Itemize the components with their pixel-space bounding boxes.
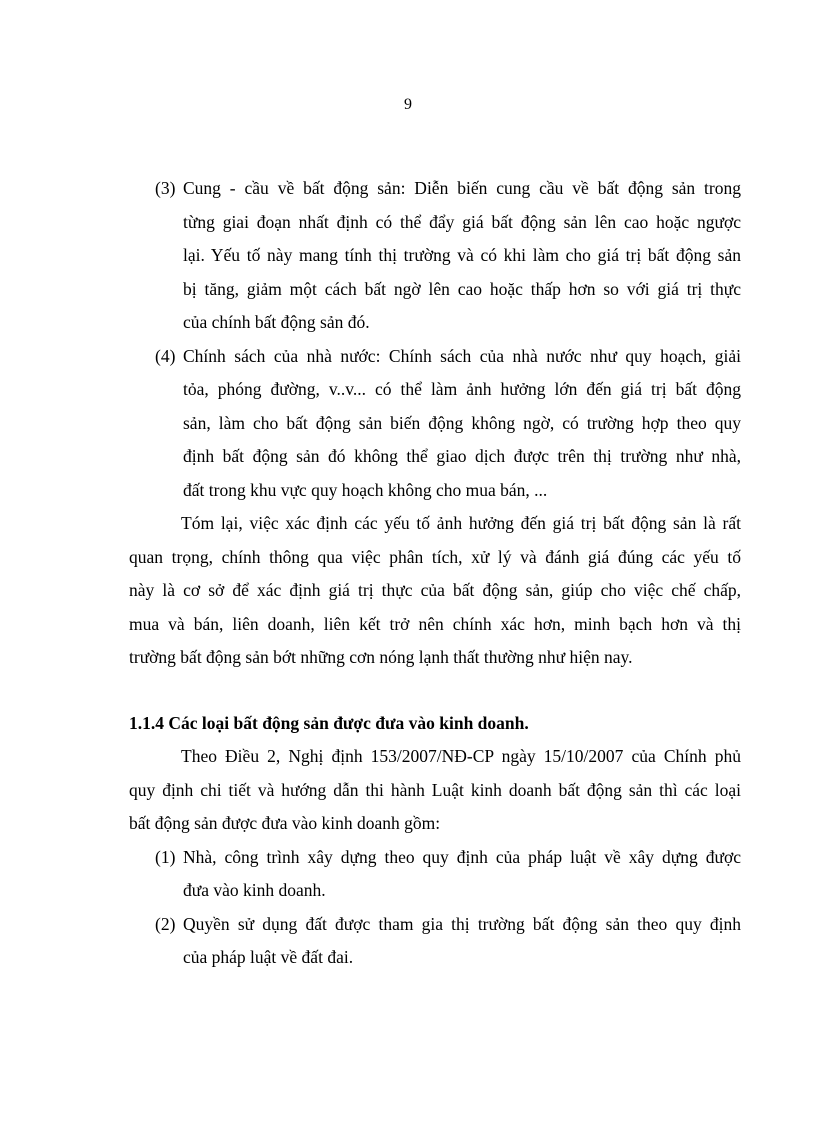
list-item-number: (3) xyxy=(155,178,176,198)
list-item-number: (4) xyxy=(155,345,176,366)
paragraph-line: đất trong khu vực quy hoạch không cho mua bán, ... xyxy=(183,479,548,500)
paragraph-line: Tóm lại, việc xác định các yếu tố ảnh hưởng đến giá trị bất động sản là rất xyxy=(181,513,741,533)
paragraph-line: này là cơ sở để xác định giá trị thực của bất động sản, giúp cho việc chế chấp, xyxy=(129,580,741,600)
list-item-4 xyxy=(129,340,741,508)
paragraph-line: từng giai đoạn nhất định có thể đẩy giá bất động sản lên cao hoặc ngược xyxy=(183,211,741,232)
paragraph-line: trường bất động sản bớt những cơn nóng lạnh thất thường như hiện nay. xyxy=(129,647,633,667)
document-body xyxy=(129,172,741,975)
paragraph-line: Nhà, công trình xây dựng theo quy định của pháp luật về xây dựng được xyxy=(183,846,741,867)
section-heading: 1.1.4 Các loại bất động sản được đưa vào kinh doanh. xyxy=(129,712,529,733)
summary-paragraph xyxy=(129,507,741,675)
paragraph-line: Quyền sử dụng đất được tham gia thị trường bất động sản theo quy định xyxy=(183,913,741,934)
list-item-2 xyxy=(129,908,741,975)
list-item-first-line xyxy=(129,340,741,374)
paragraph-line: của chính bất động sản đó. xyxy=(183,312,370,332)
list-item-number: (1) xyxy=(155,846,176,867)
list-item-first-line xyxy=(129,841,741,875)
paragraph-line: tỏa, phóng đường, v..v... có thể làm ảnh hưởng lớn đến giá trị bất động xyxy=(183,379,741,399)
list-item-first-line xyxy=(129,172,741,206)
intro-paragraph xyxy=(129,740,741,841)
paragraph-line: quan trọng, chính thông qua việc phân tích, xử lý và đánh giá đúng các yếu tố xyxy=(129,546,741,567)
list-item-1 xyxy=(129,841,741,908)
paragraph-line: lại. Yếu tố này mang tính thị trường và có khi làm cho giá trị bất động sản xyxy=(183,245,741,265)
paragraph-line: của pháp luật về đất đai. xyxy=(183,947,354,967)
list-item-3 xyxy=(129,172,741,340)
paragraph-line: Theo Điều 2, Nghị định 153/2007/NĐ-CP ngày 15/10/2007 của Chính phủ xyxy=(181,746,741,766)
paragraph-line: bị tăng, giảm một cách bất ngờ lên cao hoặc thấp hơn so với giá trị thực xyxy=(183,278,741,299)
page-number: 9 xyxy=(404,96,412,113)
paragraph-line: đưa vào kinh doanh. xyxy=(183,880,326,900)
paragraph-line: Cung - cầu về bất động sản: Diễn biến cung cầu về bất động sản trong xyxy=(183,178,741,198)
paragraph-line: bất động sản được đưa vào kinh doanh gồm: xyxy=(129,813,441,833)
paragraph-line: sản, làm cho bất động sản biến động không ngờ, có trường hợp theo quy xyxy=(183,412,741,433)
list-item-first-line xyxy=(129,908,741,942)
paragraph-line: định bất động sản đó không thể giao dịch được trên thị trường như nhà, xyxy=(183,446,741,466)
list-item-number: (2) xyxy=(155,913,176,934)
paragraph-line: quy định chi tiết và hướng dẫn thi hành Luật kinh doanh bất động sản thì các loại xyxy=(129,779,741,800)
paragraph-line: mua và bán, liên doanh, liên kết trở nên chính xác hơn, minh bạch hơn và thị xyxy=(129,613,741,634)
paragraph-line: Chính sách của nhà nước: Chính sách của nhà nước như quy hoạch, giải xyxy=(183,345,741,366)
